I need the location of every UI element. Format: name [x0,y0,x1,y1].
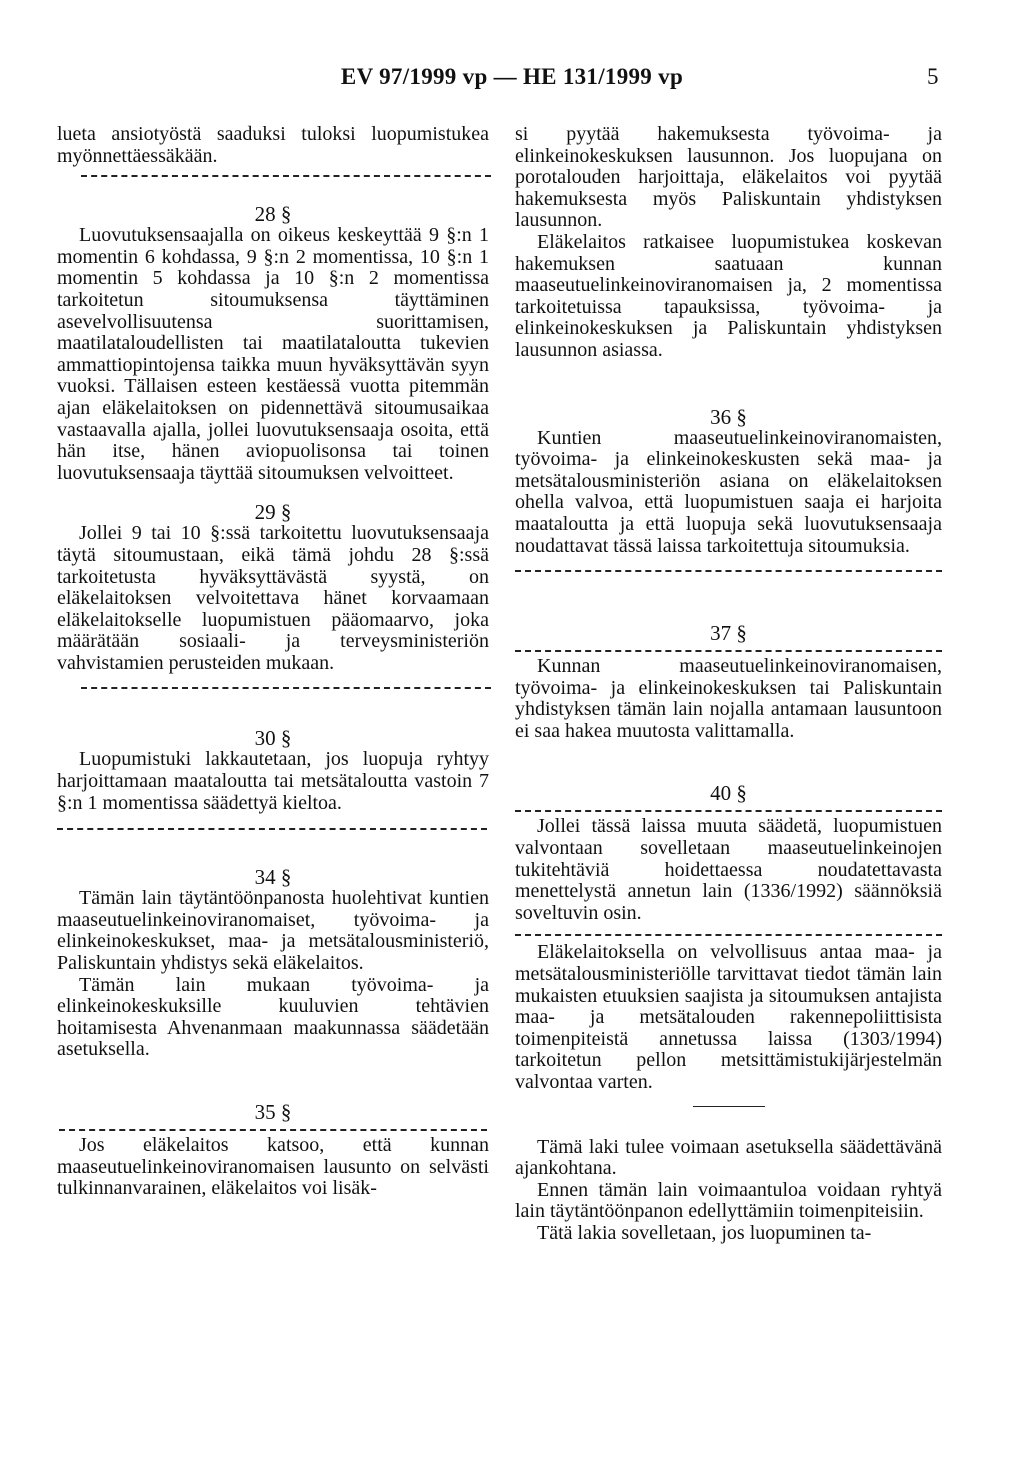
page-number: 5 [927,64,939,89]
omission-dash-line [515,810,942,812]
section-34-text-2: Tämän lain mukaan työvoima- ja elinkeinokeskuksille kuuluvien tehtävien hoitamisesta Ahvenanmaan maakunnassa säädetään asetuksella. [57,973,489,1061]
section-40-text-2: Eläkelaitoksella on velvollisuus antaa maa- ja metsätalousministeriölle tarvittavat tiedot tämän lain mukaisten etuuksien saajista ja sitoumuksen antajista maa- ja metsätalouden rakennepoliittisista toimenpiteistä annetussa laissa (1303/1994) tarkoitetun pellon metsittämistukijärjestelmän valvontaa varten. [515,941,942,1093]
intro-paragraph: lueta ansiotyöstä saaduksi tuloksi luopumistukea myönnettäessäkään. [57,123,489,167]
section-30-text: Luopumistuki lakkautetaan, jos luopuja ryhtyy harjoittamaan maataloutta tai metsätaloutta vastoin 7 §:n 1 momentissa säädettyä kieltoa. [57,748,489,814]
section-37-text: Kunnan maaseutuelinkeinoviranomaisen, työvoima- ja elinkeinokeskuksen tai Paliskuntain yhdistyksen tämän lain nojalla antamaan lausuntoon ei saa hakea muutosta valittamalla. [515,655,942,742]
omission-dash-line [59,1129,487,1131]
section-37-heading: 37 § [710,621,747,646]
section-40-heading: 40 § [710,781,747,806]
section-34-heading: 34 § [254,865,292,890]
separator-rule [693,1106,765,1107]
page-header [0,64,1024,104]
entry-into-force-paragraph: Tämä laki tulee voimaan asetuksella säädettävänä ajankohtana. [515,1135,942,1180]
section-29-heading: 29 § [254,500,292,525]
section-40-text: Jollei tässä laissa muuta säädetä, luopumistuen valvontaan sovelletaan maaseutuelinkeinojen tukitehtäviä hoidettaessa noudatettavasta menettelystä annetun lain (1336/1992) säännöksiä soveltuvin osin. [515,815,942,924]
left-column [57,124,489,1200]
continuation-paragraph-2: Eläkelaitos ratkaisee luopumistukea koskevan hakemuksen saatuaan kunnan maaseutuelinkeinoviranomaisen ja, 2 momentissa tarkoitetuissa tapauksissa, työvoima- ja elinkeinokeskuksen ja Paliskuntain yhdistyksen lausunnon asiassa. [515,230,942,361]
section-35-text: Jos eläkelaitos katsoo, että kunnan maaseutuelinkeinoviranomaisen lausunto on selvästi tulkinnanvarainen, eläkelaitos voi lisäk- [57,1134,489,1200]
omission-dash-line [81,175,491,177]
omission-dash-line [515,934,942,936]
omission-dash-line [515,650,942,652]
continuation-paragraph: si pyytää hakemuksesta työvoima- ja elinkeinokeskuksen lausunnon. Jos luopujana on porotalouden harjoittaja, eläkelaitos voi pyytää hakemuksesta myös Paliskuntain yhdistyksen lausunnon. [515,123,942,232]
section-35-heading: 35 § [254,1100,292,1124]
section-36-heading: 36 § [710,404,747,429]
section-36-text: Kuntien maaseutuelinkeinoviranomaisten, työvoima- ja elinkeinokeskusten sekä maa- ja metsätalousministeriön asiana on eläkelaitoksen ohella valvoa, että luopumistuen saaja ei harjoita maataloutta ja että luopuja sekä luovutuksensaaja noudattavat tässä laissa tarkoitettuja sitoumuksia. [515,426,942,557]
section-28-text: Luovutuksensaajalla on oikeus keskeyttää 9 §:n 1 momentin 6 kohdassa, 9 §:n 2 momentissa, 10 §:n 1 momentin 5 kohdassa ja 10 §:n 2 momentissa tarkoitetun sitoumuksensa täyttäminen asevelvollisuutensa suorittamisen, maatilataloudellisten tai maatilataloutta tukevien ammattiopintojensa taikka muun hyväksyttävän syyn vuoksi. Tällaisen esteen kestäessä vuotta pitemmän ajan eläkelaitoksen on pidennettävä sitoumusaikaa vastaavalla ajalla, jollei luovutuksensaaja osoita, että hän itse, hänen aviopuolisonsa tai toinen luovutuksensaaja täyttää sitoumuksen velvoitteet. [57,224,489,484]
preparatory-measures-paragraph: Ennen tämän lain voimaantuloa voidaan ryhtyä lain täytäntöönpanon edellyttämiin toimenpiteisiin. [515,1178,942,1223]
application-paragraph: Tätä lakia sovelletaan, jos luopuminen ta- [537,1221,872,1244]
section-34-text-1: Tämän lain täytäntöönpanosta huolehtivat kuntien maaseutuelinkeinoviranomaiset, työvoima- ja elinkeinokeskukset, maa- ja metsätalousministeriö, Paliskuntain yhdistys sekä eläkelaitos. [57,887,489,975]
section-30-heading: 30 § [254,726,292,751]
document-reference: EV 97/1999 vp — HE 131/1999 vp [340,64,684,89]
right-column [515,124,942,1245]
omission-dash-line [81,687,491,689]
section-28-heading: 28 § [254,202,292,227]
omission-dash-line [515,570,942,572]
omission-dash-line [57,828,487,830]
section-29-text: Jollei 9 tai 10 §:ssä tarkoitettu luovutuksensaaja täytä sitoumustaan, eikä tämä johdu 28 §:ssä tarkoitetusta hyväksyttävästä syystä, on eläkelaitoksen velvoitettava hänet korvaamaan eläkelaitokselle luopumistuen pääomaarvo, joka määrätään sosiaali- ja terveysministeriön vahvistamien perusteiden mukaan. [57,522,489,674]
